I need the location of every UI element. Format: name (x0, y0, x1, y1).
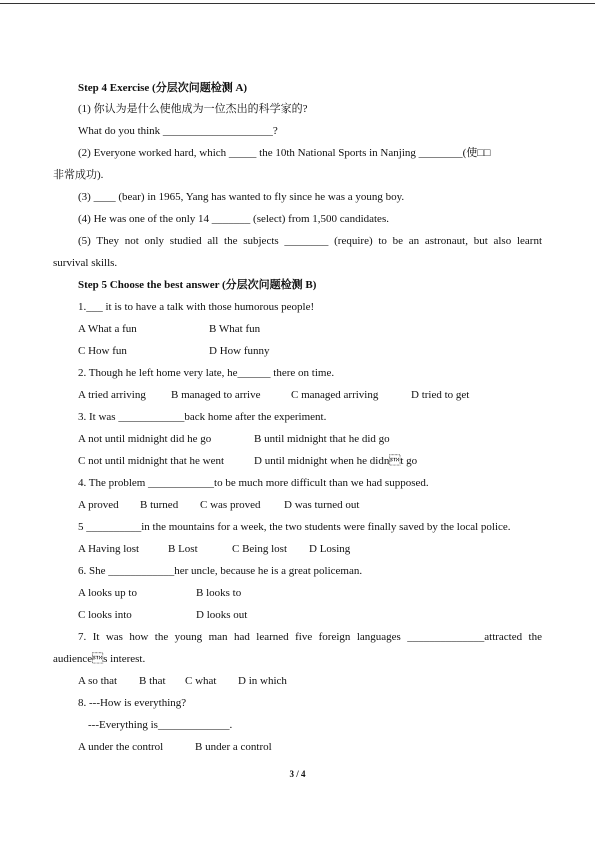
step5-q8-line2: ---Everything is_____________. (88, 719, 233, 731)
q3-option-c: C not until midnight that he went (78, 455, 225, 467)
q5-option-d: D Losing (309, 543, 351, 555)
q5-option-a: A Having lost (78, 543, 140, 555)
step4-q1-chinese: (1) 你认为是什么使他成为一位杰出的科学家的? (78, 103, 308, 115)
q1-option-b: B What fun (209, 323, 261, 335)
q1-option-a: A What a fun (78, 323, 137, 335)
q1-option-c: C How fun (78, 345, 127, 357)
q5-option-c: C Being lost (232, 543, 288, 555)
step5-q1: 1.___ it is to have a talk with those humorous people! (78, 301, 315, 313)
step5-q8-line1: 8. ---How is everything? (78, 697, 187, 709)
step4-q2-line1: (2) Everyone worked hard, which _____ the 10th National Sports in Nanjing ________(使□□ (78, 147, 491, 159)
page-number: 3 / 4 (289, 769, 306, 779)
step5-q4: 4. The problem ____________to be much more difficult than we had supposed. (78, 477, 429, 489)
step4-q2-line2: 非常成功). (53, 169, 104, 181)
q2-option-c: C managed arriving (291, 389, 379, 401)
step4-q1-english: What do you think ____________________? (78, 125, 278, 137)
q7-option-d: D in which (238, 675, 287, 687)
q6-option-a: A looks up to (78, 587, 137, 599)
step4-heading: Step 4 Exercise (分层次问题检测 A) (78, 82, 248, 94)
q8-option-a: A under the control (78, 741, 164, 753)
page-top-border (0, 3, 595, 4)
step4-q5-line1: (5) They not only studied all the subjects ________ (require) to be an astronaut, but also learnt (78, 235, 542, 247)
step4-q3: (3) ____ (bear) in 1965, Yang has wanted to fly since he was a young boy. (78, 191, 405, 203)
q3-option-d: D until midnight when he didnt go (254, 455, 418, 467)
step5-q5: 5 __________in the mountains for a week, the two students were finally saved by the local police. (78, 521, 511, 533)
q5-option-b: B Lost (168, 543, 198, 555)
step5-q7-line1: 7. It was how the young man had learned five foreign languages ______________attracted the (78, 631, 542, 643)
q4-option-a: A proved (78, 499, 119, 511)
q6-option-c: C looks into (78, 609, 132, 621)
step5-q6: 6. She ____________her uncle, because he is a great policeman. (78, 565, 363, 577)
q8-option-b: B under a control (195, 741, 272, 753)
step5-heading: Step 5 Choose the best answer (分层次问题检测 B) (78, 279, 317, 291)
q7-option-b: B that (139, 675, 166, 687)
q6-option-b: B looks to (196, 587, 242, 599)
q7-option-a: A so that (78, 675, 118, 687)
step5-q3: 3. It was ____________back home after the experiment. (78, 411, 327, 423)
q1-option-d: D How funny (209, 345, 270, 357)
q3-option-a: A not until midnight did he go (78, 433, 212, 445)
q2-option-a: A tried arriving (78, 389, 146, 401)
step5-q2: 2. Though he left home very late, he______ there on time. (78, 367, 335, 379)
q6-option-d: D looks out (196, 609, 248, 621)
q4-option-c: C was proved (200, 499, 261, 511)
q4-option-d: D was turned out (284, 499, 360, 511)
q7-option-c: C what (185, 675, 217, 687)
q4-option-b: B turned (140, 499, 179, 511)
step4-q4: (4) He was one of the only 14 _______ (select) from 1,500 candidates. (78, 213, 389, 225)
step5-q7-line2: audiences interest. (53, 653, 146, 665)
q3-option-b: B until midnight that he did go (254, 433, 390, 445)
step4-q5-line2: survival skills. (53, 257, 118, 269)
q2-option-d: D tried to get (411, 389, 470, 401)
q2-option-b: B managed to arrive (171, 389, 261, 401)
